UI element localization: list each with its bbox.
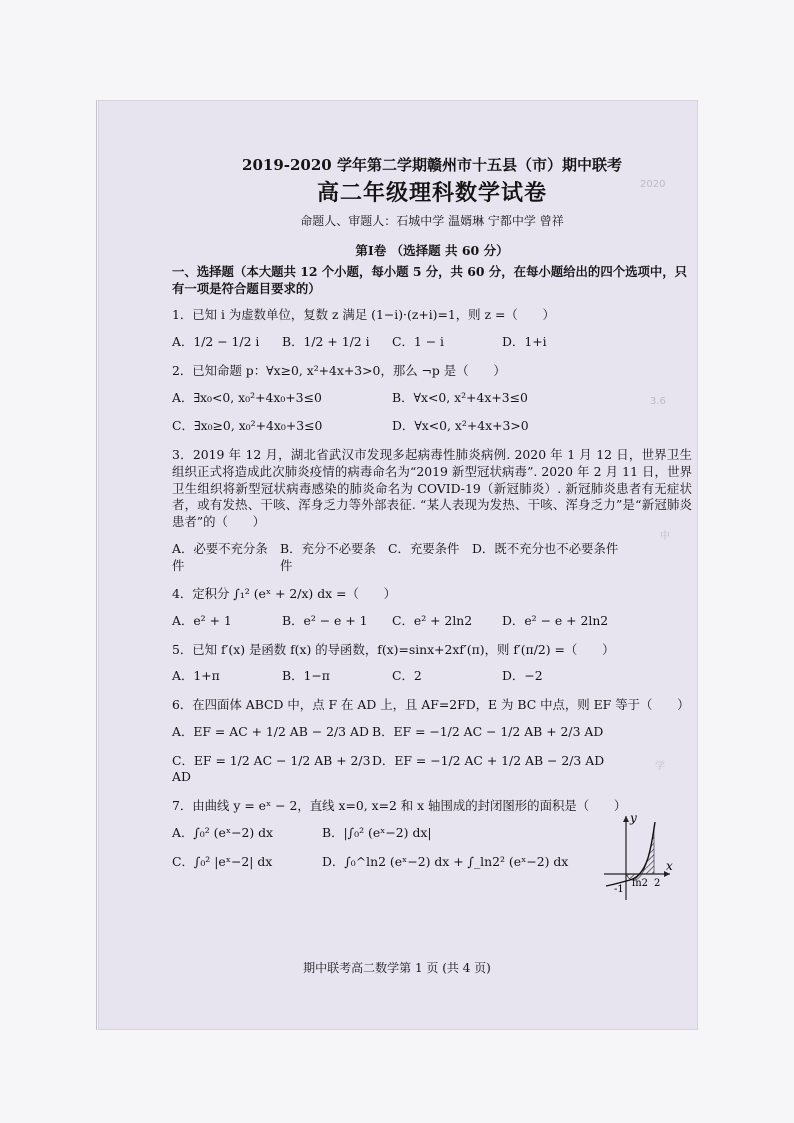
tick-label-ln2: ln2 <box>632 878 649 889</box>
option-d: D．∀x<0, x²+4x+3>0 <box>392 418 529 434</box>
option-d: D．∫₀^ln2 (eˣ−2) dx + ∫_ln2² (eˣ−2) dx <box>322 853 569 869</box>
curve-area-figure <box>600 812 680 902</box>
option-a: A．e² + 1 <box>172 613 232 629</box>
option-c: C．e² + 2ln2 <box>392 613 473 629</box>
option-b: B．1−π <box>282 668 330 684</box>
option-c: C．∫₀² |eˣ−2| dx <box>172 853 273 869</box>
option-a: A．EF = AC + 1/2 AB − 2/3 AD <box>172 723 369 739</box>
question-6-options-row1 <box>172 724 692 741</box>
option-b: B．EF = −1/2 AC − 1/2 AB + 2/3 AD <box>372 723 604 739</box>
option-b: B．|∫₀² (eˣ−2) dx| <box>322 824 432 840</box>
question-7-stem: 7．由曲线 y = eˣ − 2，直线 x=0, x=2 和 x 轴围成的封闭图形的面积是（ ） <box>172 798 627 814</box>
question-3-stem: 3．2019 年 12 月，湖北省武汉市发现多起病毒性肺炎病例. 2020 年 1 月 12 日，世界卫生组织正式将造成此次肺炎疫情的病毒命名为“2019 新型冠状病毒”. 2020 年 2 月 11 日，世界卫生组织将新型冠状病毒感染的肺炎命名为 COVID-19（新冠肺炎）. 新冠肺炎患者有无症状者，或有发热、干咳、浑身乏力等外部表征. “某人表现为发热、干咳、浑身乏力”是“新冠肺炎患者”的（ ） <box>172 447 692 530</box>
option-a: A．∃x₀<0, x₀²+4x₀+3≤0 <box>172 389 322 405</box>
option-d: D．e² − e + 2ln2 <box>502 613 609 629</box>
y-axis-arrow <box>623 816 629 822</box>
option-d: D．既不充分也不必要条件 <box>472 540 619 556</box>
question-4-stem: 4．定积分 ∫₁² (eˣ + 2/x) dx =（ ） <box>172 586 397 602</box>
x-axis-label: x <box>666 859 673 873</box>
page-edge-line <box>96 100 97 1030</box>
question-2-options-row1 <box>172 390 692 407</box>
tick-label-neg1: -1 <box>614 884 624 895</box>
question-1-options <box>172 334 692 351</box>
option-b: B．∀x<0, x²+4x+3≤0 <box>392 389 528 405</box>
option-a: A．1+π <box>172 668 220 684</box>
tick-label-2: 2 <box>654 878 661 889</box>
option-c: C．充要条件 <box>388 540 460 556</box>
authors-line: 命题人、审题人：石城中学 温婿琳 宁都中学 曾祥 <box>300 213 564 228</box>
option-c: C．2 <box>392 668 422 684</box>
option-d: D．EF = −1/2 AC + 1/2 AB − 2/3 AD <box>372 752 605 768</box>
bleed-through-text: 2020 <box>640 179 666 190</box>
option-a: A．必要不充分条件 <box>172 540 268 573</box>
question-5-stem: 5．已知 f′(x) 是函数 f(x) 的导函数，f(x)=sinx+2xf′(π)，则 f′(π/2) =（ ） <box>172 641 615 657</box>
bleed-through-text: 学 <box>655 761 665 772</box>
option-d: D．1+i <box>502 334 547 350</box>
page-footer: 期中联考高二数学第 1 页 (共 4 页) <box>303 961 491 975</box>
option-d: D．−2 <box>502 668 543 684</box>
option-a: A．∫₀² (eˣ−2) dx <box>172 824 274 840</box>
option-c: C．EF = 1/2 AC − 1/2 AB + 2/3 AD <box>172 752 371 785</box>
question-6-stem: 6．在四面体 ABCD 中，点 F 在 AD 上，且 AF=2FD，E 为 BC 中点，则 EF 等于（ ） <box>172 697 690 713</box>
y-axis-label: y <box>630 812 637 825</box>
question-3-options <box>172 541 692 574</box>
question-5-options <box>172 668 692 685</box>
exam-content <box>172 155 692 882</box>
bleed-through-text: 3.6 <box>650 396 666 407</box>
part-heading: 第Ⅰ卷 （选择题 共 60 分） <box>355 243 509 259</box>
option-b: B．1/2 + 1/2 i <box>282 334 370 350</box>
option-b: B．充分不必要条件 <box>280 540 376 573</box>
question-6-options-row2 <box>172 753 692 786</box>
option-b: B．e² − e + 1 <box>282 613 368 629</box>
section-heading: 一、选择题（本大题共 12 个小题，每小题 5 分，共 60 分，在每小题给出的四个选项中，只有一项是符合题目要求的） <box>172 264 688 296</box>
question-2-stem: 2．已知命题 p：∀x≥0, x²+4x+3>0，那么 ¬p 是（ ） <box>172 362 506 378</box>
question-1-stem: 1．已知 i 为虚数单位，复数 z 满足 (1−i)·(z+i)=1，则 z =（ ） <box>172 307 555 323</box>
paper-title: 高二年级理科数学试卷 <box>316 180 547 207</box>
option-c: C．∃x₀≥0, x₀²+4x₀+3≤0 <box>172 418 323 434</box>
exam-title: 2019-2020 学年第二学期赣州市十五县（市）期中联考 <box>242 156 622 174</box>
question-2-options-row2 <box>172 418 692 435</box>
option-c: C．1 − i <box>392 334 444 350</box>
question-4-options <box>172 613 692 630</box>
option-a: A．1/2 − 1/2 i <box>172 334 260 350</box>
bleed-through-text: 中 <box>660 531 670 542</box>
